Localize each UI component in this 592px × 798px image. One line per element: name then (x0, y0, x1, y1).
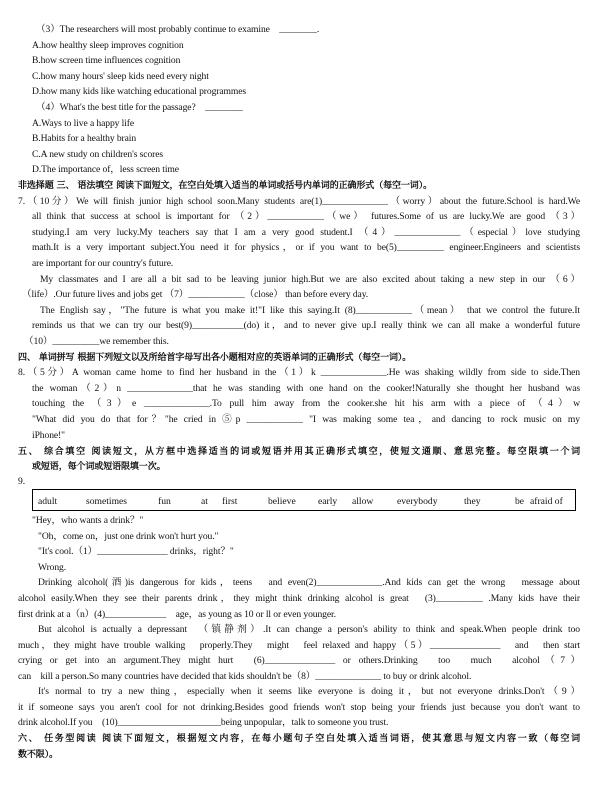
section-heading: 四、 单词拼写 根据下列短文以及所给首字母写出各小题相对应的英语单词的正确形式（每空一词）。 (18, 353, 412, 363)
passage-line: Drinking alcohol(酒)is dangerous for kids，teens and even(2)______________.And kids can get the wrong message about (38, 577, 580, 588)
passage-line: "It's cool.（1）_______________ drinks，right？" (38, 546, 234, 557)
option-line: C.how many hours' sleep kids need every night (32, 71, 209, 82)
option-line: A.Ways to live a happy life (32, 118, 135, 129)
passage-line: the woman（2）n ______________that he was standing with one hand on the cooker!Naturally she thought her husband was (32, 383, 580, 394)
option-line: C.A new study on children's scores (32, 149, 164, 160)
passage-line: much，they might have trouble walking properly.They might feel relaxed and happy（5）_______________ and then start (18, 640, 580, 651)
passage-line: reminds us that we can try our best(9)___________(do) it，and to never give up.I really think we can all make a wonderful future (32, 320, 580, 331)
passage-line: "What did you do that for？"he cried in ⑤p ____________ "I was making some tea，and dancing to rock music on my (32, 414, 580, 425)
passage-line: Wrong. (38, 562, 67, 573)
section-heading: 五、 综合填空 阅读短文，从方框中选择适当的词或短语并用其正确形式填空，使短文通顺、意思完整。每空限填一个词 (18, 447, 580, 457)
word-box-item: first (222, 496, 238, 507)
passage-line: first drink at a（n）(4)_____________ age，as young as 10 or ll or even younger. (18, 609, 336, 620)
section-heading: 六、 任务型阅读 阅读下面短文，根据短文内容，在每小题句子空白处填入适当词语，使其意思与短文内容一致（每空词 (18, 734, 580, 744)
passage-line: math.It is a very important subject.You need it for physics，or if you want to be(5)__________ engineer.Engineers and scientists (32, 242, 580, 253)
passage-line: alcohol easily.When they see their parents drink，they might think drinking alcohol is great (3)__________ .Many kids have their (18, 593, 580, 604)
passage-line: 8.（5分）A woman came home to find her husband in the（1）k ______________.He was shaking wildly from side to side.Then (18, 367, 580, 378)
option-line: B.Habits for a healthy brain (32, 133, 137, 144)
option-line: D.how many kids like watching educational programmes (32, 86, 247, 97)
passage-line: 7.（10分）We will finish junior high school soon.Many students are(1)______________（worry）about the future.School is hard.We (18, 196, 580, 207)
passage-line: The English say，"The future is what you make it!"I like this saying.It (8)____________（mean） that we control the future.It (40, 305, 580, 316)
word-box-item: at (201, 496, 208, 507)
word-box-item: allow (352, 496, 374, 507)
option-line: D.The importance of，less screen time (32, 164, 179, 175)
passage-line: all think that success at school is important for （2）____________（we） futures.Some of us are lucky.We are good （3） (32, 211, 580, 222)
passage-line: My classmates and I are all a bit sad to be leaving junior high.But we are also excited about taking a new step in our （6） (40, 274, 580, 285)
word-box-item: everybody (397, 496, 438, 507)
passage-line: touching the （3）e ______________.To pull him away from the cooker.she hit his arm with a piece of （4）w (32, 398, 580, 409)
question-number: 9. (18, 476, 25, 487)
passage-line: "Oh，come on，just one drink won't hurt you." (38, 531, 219, 542)
passage-line: it if someone says you aren't cool for not drinking.Besides good friends won't stop being your friends just because you don't want to (18, 702, 580, 713)
passage-line: are important for our country's future. (32, 258, 174, 269)
passage-line: But alcohol is actually a depressant （镇静剂）.It can change a person's ability to think and speak.When people drink too (38, 624, 580, 635)
word-box-item: sometimes (86, 496, 128, 507)
section-heading: 数不限）。 (18, 750, 59, 760)
word-box-item: early (318, 496, 338, 507)
passage-line: （10）__________we remember this. (24, 336, 169, 347)
option-line: B.how screen time influences cognition (32, 55, 181, 66)
question-line: （4）What's the best title for the passage? ________ (36, 102, 243, 113)
passage-line: iPhone!" (32, 430, 65, 441)
section-heading: 或短语，每个词或短语限填一次。 (32, 462, 166, 472)
passage-line: "Hey，who wants a drink？" (32, 515, 144, 526)
passage-line: （life）.Our future lives and jobs get （7）____________（close） than before every day. (22, 289, 369, 300)
option-line: A.how healthy sleep improves cognition (32, 40, 184, 51)
passage-line: It's normal to try a new thing，especially when it seems like everyone is doing it，but not everyone drinks.Don't（9） (38, 686, 580, 697)
passage-line: drink alcohol.If you (10)______________________being unpopular，talk to someone you trust. (18, 717, 389, 728)
word-box-item: be (515, 496, 525, 507)
word-box-item: they (464, 496, 481, 507)
word-box-item: believe (268, 496, 296, 507)
word-box-item: afraid of (530, 496, 563, 507)
question-line: （3）The researchers will most probably continue to examine ________. (36, 24, 320, 35)
word-box-item: adult (38, 496, 58, 507)
section-heading: 非选择题 三、 语法填空 阅读下面短文，在空白处填入适当的单词或括号内单词的正确形式（每空一词）。 (18, 181, 433, 191)
passage-line: can kill a person.So many countries have decided that kids shouldn't be（8）______________ to buy or drink alcohol. (18, 671, 472, 682)
word-box-item: fun (158, 496, 171, 507)
passage-line: studying.I am very lucky.My teachers say that I am a very good student.I （4）______________（especial）love studying (32, 227, 580, 238)
passage-line: crying or get into an argument.They might hurt (6)_______________ or others.Drinking too much alcohol（7） (18, 655, 580, 666)
